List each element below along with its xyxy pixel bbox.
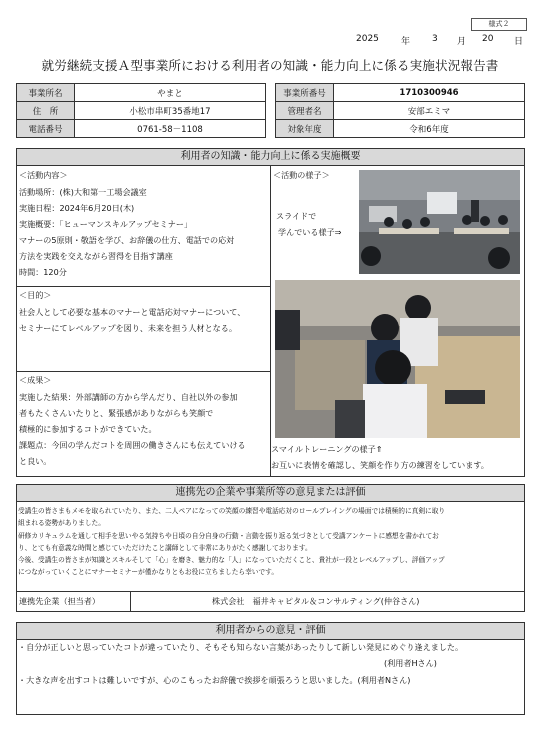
divider-result (16, 371, 271, 372)
partner-line-4: り、とても有意義な時間と感じていただけたこと講師として非常にありがたく感謝しております。 (18, 543, 312, 552)
photo1-caption-line-1: スライドで (276, 211, 317, 221)
activity-detail-1: マナーの5原則・敬語を学び、お辞儀の仕方、電話での応対 (19, 235, 235, 245)
overview-divider (270, 165, 271, 477)
date-month-unit: 月 (457, 37, 467, 47)
partner-line-3: 研修カリキュラムを通して相手を思いやる気持ちや日頃の自分自身の行動・言動を振り返る気づきとして受講アンケートに感想を書かれてお (18, 531, 439, 540)
partner-contact-separator (130, 591, 131, 612)
divider-purpose (16, 286, 271, 287)
activity-date: 実施日程：2024年6月20日(木) (19, 203, 135, 213)
facility-number-label: 事業所番号 (276, 84, 334, 102)
partner-line-2: 組まれる姿勢がありました。 (18, 519, 105, 528)
address-label: 住 所 (17, 102, 75, 120)
partner-comment (18, 505, 445, 579)
facility-info-table (16, 83, 266, 138)
overview-heading: 利用者の知識・能力向上に係る実施概要 (16, 148, 525, 166)
facility-name-value: やまと (75, 84, 266, 102)
smile-training-photo-image (275, 280, 520, 438)
date-month: 3 (432, 34, 438, 44)
activity-location: 活動場所：(株)大和第一工場会議室 (19, 187, 147, 197)
user-opinion-heading: 利用者からの意見・評価 (16, 622, 525, 640)
form-number: 様式２ (471, 18, 527, 31)
fiscal-year-label: 対象年度 (276, 120, 334, 138)
photo1-caption (276, 208, 341, 240)
partner-contact-label: 連携先企業（担当者） (19, 596, 100, 606)
result-lines (19, 389, 246, 469)
facility-id-table (275, 83, 525, 138)
partner-contact-divider (16, 591, 525, 592)
activity-time: 時間：120分 (19, 267, 67, 277)
photo2-caption-line-1: スマイルトレーニングの様子⇑ (271, 444, 383, 454)
result-line-2: 者もたくさんいたりと、緊張感がありながらも笑顔で (19, 408, 214, 418)
photo1-caption-line-2: 学んでいる様子⇒ (278, 227, 342, 237)
result-line-1: 実施した結果：外部講師の方から学んだり、自社以外の参加 (19, 392, 238, 402)
result-line-3: 積極的に参加するコトができていた。 (19, 424, 157, 434)
facility-name-label: 事業所名 (17, 84, 75, 102)
smile-training-photo (275, 280, 520, 438)
page-title: 就労継続支援Ａ型事業所における利用者の知識・能力向上に係る実施状況報告書 (41, 58, 499, 73)
fiscal-year-value: 令和6年度 (334, 120, 525, 138)
user-opinion-line-2: ・大きな声を出すコトは難しいですが、心のこもったお辞儀で挨拶を頑張ろうと思いました。(利用者Nさん) (18, 675, 411, 685)
result-title: ＜成果＞ (19, 375, 52, 385)
date-year-unit: 年 (401, 37, 411, 47)
purpose-title: ＜目的＞ (19, 290, 52, 300)
manager-value: 安部エミマ (334, 102, 525, 120)
result-line-5: と良い。 (19, 456, 52, 466)
user-opinion-author-1: (利用者Hさん) (384, 658, 437, 668)
partner-line-6: につながっていくことにマナーセミナーが僅かなりともお役に立ちましたら幸いです。 (18, 568, 279, 577)
partner-contact-value: 株式会社 福井キャピタル＆コンサルティング(仲谷さん) (212, 596, 420, 606)
purpose-line-1: 社会人として必要な基本のマナーと電話応対マナーについて、 (19, 307, 246, 317)
purpose-lines (19, 304, 245, 336)
seminar-photo (359, 170, 520, 274)
activity-lines (19, 184, 234, 280)
user-opinion-line-1: ・自分が正しいと思っていたコトが違っていたり、そもそも知らない言葉があったりして新しい発見にめぐり逢えました。 (18, 642, 464, 652)
partner-heading: 連携先の企業や事業所等の意見または評価 (16, 484, 525, 502)
purpose-line-2: セミナーにてレベルアップを図り、未来を担う人材となる。 (19, 323, 237, 333)
partner-line-5: 今後、受講生の皆さまが知識とスキルそして「心」を磨き、魅力的な「人」になっていただくこと、貴社が一段とレベルアップし、評価アップ (18, 556, 445, 565)
phone-value: 0761-58－1108 (75, 120, 266, 138)
date-day-unit: 日 (514, 37, 524, 47)
photo2-caption-line-2: お互いに表情を確認し、笑顔を作り方の練習をしています。 (271, 460, 489, 470)
photo-section-title: ＜活動の様子＞ (273, 170, 330, 180)
address-value: 小松市串町35番地17 (75, 102, 266, 120)
manager-label: 管理者名 (276, 102, 334, 120)
photo2-caption (271, 441, 489, 473)
date-day: 20 (482, 34, 494, 44)
result-line-4: 課題点：今回の学んだコトを周囲の働きさんにも伝えていける (19, 440, 246, 450)
activity-title: ＜活動内容＞ (19, 170, 68, 180)
facility-number-value: 1710300946 (334, 84, 525, 102)
date-year: 2025 (356, 34, 379, 44)
partner-line-1: 受講生の皆さまもメモを取られていたり、また、二人ペアになっての笑顔の練習や電話応対のロールプレイングの場面では積極的に真剣に取り (18, 507, 446, 515)
seminar-photo-image (359, 170, 520, 274)
activity-summary: 実施概要：「ヒューマンスキルアップセミナー」 (19, 219, 193, 229)
activity-detail-2: 方法を実践を交えながら習得を目指す講座 (19, 251, 173, 261)
phone-label: 電話番号 (17, 120, 75, 138)
